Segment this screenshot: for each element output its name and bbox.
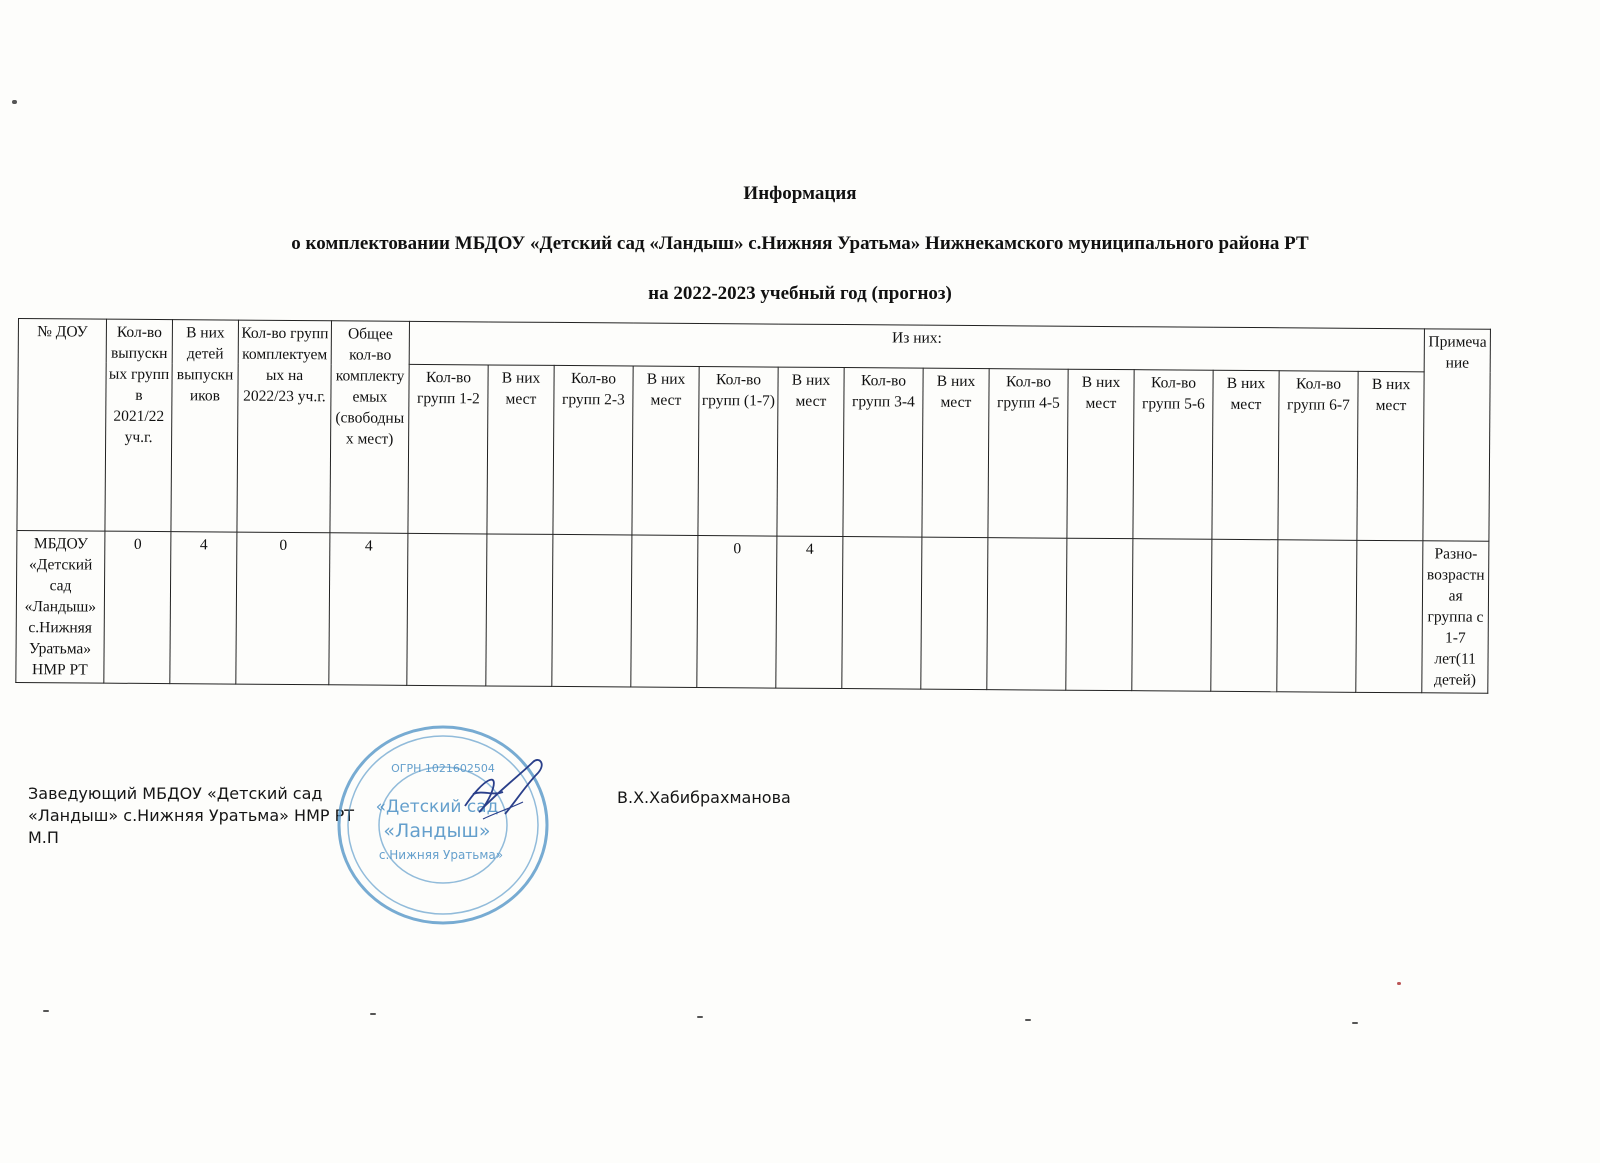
stamp-ogrn: ОГРН 1021602504: [391, 762, 495, 775]
header-graduates: Кол-во выпускных групп в 2021/22 уч.г.: [105, 319, 173, 531]
cell-dou: МБДОУ «Детский сад «Ландыш» с.Нижняя Уратьма» НМР РТ: [16, 530, 105, 683]
header-sub: В них мест: [487, 365, 554, 534]
header-children: В них детей выпускников: [171, 320, 239, 532]
cell-sub: [1132, 539, 1212, 692]
header-row-1: [18, 319, 1490, 373]
header-sub: Кол-во групп 1-2: [408, 364, 488, 534]
staffing-table: [15, 318, 1491, 694]
speck: [1352, 1022, 1358, 1024]
signature-mp: М.П: [28, 828, 59, 847]
cell-sub: [921, 537, 988, 689]
header-total-formed: Общее кол-во комплектуемых (свободных мест): [330, 321, 410, 534]
header-sub: В них мест: [777, 367, 844, 536]
header-sub: В них мест: [1212, 370, 1279, 539]
document-subtitle: о комплектовании МБДОУ «Детский сад «Ландыш» с.Нижняя Уратьма» Нижнекамского муниципального района РТ: [291, 233, 1309, 254]
cell-sub: 0: [697, 535, 777, 688]
header-sub: В них мест: [1067, 369, 1134, 538]
cell-sub: [1211, 539, 1278, 691]
header-note: Примечание: [1423, 329, 1491, 541]
header-of-them: Из них:: [409, 321, 1424, 371]
cell-sub: [1066, 538, 1133, 690]
speck: [1025, 1019, 1031, 1021]
document-title: Информация: [743, 183, 857, 204]
header-dou: № ДОУ: [17, 319, 107, 532]
header-sub: В них мест: [1357, 371, 1424, 540]
header-sub: В них мест: [632, 366, 699, 535]
cell-note: Разно-возрастная группа с 1-7 лет(11 детей): [1422, 541, 1489, 693]
signature-position-line1: Заведующий МБДОУ «Детский сад: [28, 784, 323, 803]
cell-sub: [842, 537, 922, 690]
cell-sub: [987, 538, 1067, 691]
header-sub: В них мест: [922, 368, 989, 537]
cell-sub: [1277, 540, 1357, 693]
stamp-line2: «Ландыш»: [383, 820, 491, 842]
speck: [43, 1010, 49, 1012]
signer-name: В.Х.Хабибрахманова: [617, 788, 791, 807]
signature-block: [28, 783, 354, 849]
cell-sub: [407, 533, 487, 686]
cell-total-formed: 4: [329, 533, 408, 686]
cell-sub: 4: [776, 536, 843, 688]
header-sub: Кол-во групп (1-7): [698, 366, 778, 536]
signature-position-line2: «Ландыш» с.Нижняя Уратьма» НМР РТ: [28, 806, 355, 825]
cell-graduates: 0: [104, 531, 171, 683]
speck: [12, 100, 17, 104]
header-sub: Кол-во групп 2-3: [553, 365, 633, 535]
cell-sub: [486, 534, 553, 686]
speck: [1397, 982, 1401, 985]
document-period: на 2022-2023 учебный год (прогноз): [648, 283, 952, 304]
header-sub: Кол-во групп 4-5: [988, 369, 1068, 539]
speck: [697, 1016, 703, 1018]
official-stamp: [333, 724, 563, 929]
table-row: [16, 530, 1489, 693]
header-groups-formed: Кол-во групп комплектуемых на 2022/23 уч.г.: [237, 320, 332, 533]
stamp-line1: «Детский сад: [375, 797, 499, 817]
header-sub: Кол-во групп 5-6: [1133, 370, 1213, 540]
cell-groups-formed: 0: [236, 532, 330, 685]
cell-sub: [552, 534, 632, 687]
document-header: [0, 184, 1600, 334]
speck: [370, 1013, 376, 1015]
stamp-line3: с.Нижняя Уратьма»: [378, 848, 504, 862]
header-sub: Кол-во групп 3-4: [843, 368, 923, 538]
header-sub: Кол-во групп 6-7: [1278, 371, 1358, 541]
cell-children: 4: [170, 532, 237, 684]
cell-sub: [1356, 540, 1423, 692]
cell-sub: [631, 535, 698, 687]
